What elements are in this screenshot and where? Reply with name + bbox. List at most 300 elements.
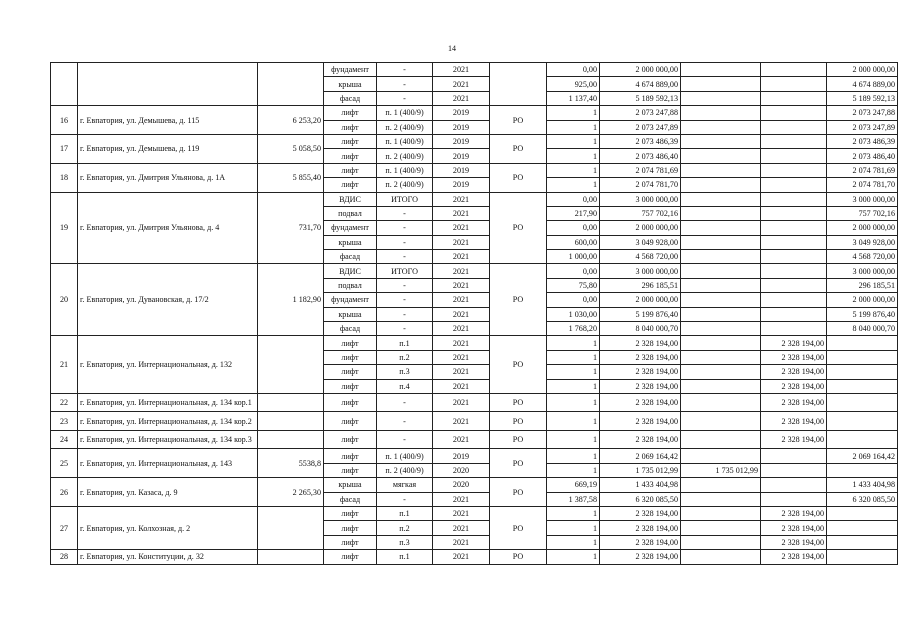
row-number: 21 [51,336,78,394]
cost-2021: 2 328 194,00 [761,412,827,431]
row-number: 22 [51,393,78,412]
volume: 1 [547,120,600,134]
volume: 1 000,00 [547,250,600,264]
table-row [51,550,898,564]
cost-2021 [761,134,827,148]
year: 2021 [433,492,490,506]
address-cell: г. Евпатория, ул. Интернациональная, д. 134 кор.2 [78,412,258,431]
volume: 0,00 [547,63,600,77]
cost-2021 [761,221,827,235]
cost-2020: 1 735 012,99 [681,463,761,477]
row-number: 28 [51,550,78,564]
work-type: лифт [324,393,377,412]
cost-2021 [761,293,827,307]
year: 2021 [433,322,490,336]
area-cell: 2 265,30 [258,478,324,507]
work-detail: п.1 [377,336,433,350]
cost-2021 [761,264,827,278]
work-type: лифт [324,430,377,449]
work-type: лифт [324,535,377,549]
work-detail: - [377,63,433,77]
table-row [51,507,898,521]
volume: 1 [547,178,600,192]
work-detail: п. 1 (400/9) [377,449,433,463]
cost-total [827,550,898,564]
cost-2020 [681,221,761,235]
cost-2021 [761,106,827,120]
table-row [51,63,898,77]
cost: 6 320 085,50 [600,492,681,506]
cost-2021 [761,449,827,463]
cost-total [827,463,898,477]
cost-2021 [761,149,827,163]
year: 2021 [433,192,490,206]
cost: 2 074 781,70 [600,178,681,192]
table-row [51,106,898,120]
cost-2021: 2 328 194,00 [761,507,827,521]
cost-2020 [681,192,761,206]
area-cell: 6 253,20 [258,106,324,135]
work-type: крыша [324,235,377,249]
cost-2021 [761,492,827,506]
cost-total: 2 074 781,69 [827,163,898,177]
year: 2021 [433,350,490,364]
cost-2020 [681,393,761,412]
row-number: 25 [51,449,78,478]
cost-total [827,535,898,549]
volume: 669,19 [547,478,600,492]
cost-total: 757 702,16 [827,206,898,220]
work-type: лифт [324,350,377,364]
row-number [51,63,78,106]
cost-2020 [681,379,761,393]
year: 2021 [433,221,490,235]
work-detail: п.4 [377,379,433,393]
table-row [51,393,898,412]
cost-2021: 2 328 194,00 [761,365,827,379]
cost-total [827,393,898,412]
year: 2021 [433,365,490,379]
cost-2021: 2 328 194,00 [761,521,827,535]
cost-2021 [761,463,827,477]
work-detail: п. 2 (400/9) [377,149,433,163]
cost-total: 2 069 164,42 [827,449,898,463]
cost-2021: 2 328 194,00 [761,379,827,393]
cost: 1 433 404,98 [600,478,681,492]
work-detail: - [377,278,433,292]
work-type: ВДИС [324,192,377,206]
cost-2020 [681,178,761,192]
work-detail: - [377,206,433,220]
cost-total [827,521,898,535]
table-row [51,192,898,206]
address-cell: г. Евпатория, ул. Конституции, д. 32 [78,550,258,564]
year: 2021 [433,63,490,77]
volume: 1 [547,134,600,148]
year: 2021 [433,77,490,91]
cost-2021 [761,235,827,249]
cost-total: 5 199 876,40 [827,307,898,321]
cost-2021 [761,322,827,336]
cost-2020 [681,449,761,463]
work-type: лифт [324,336,377,350]
funding-cell: РО [490,507,547,550]
volume: 1 387,58 [547,492,600,506]
volume: 1 [547,149,600,163]
year: 2021 [433,293,490,307]
table-row [51,449,898,463]
work-detail: п. 2 (400/9) [377,120,433,134]
cost-2021: 2 328 194,00 [761,393,827,412]
year: 2021 [433,379,490,393]
cost: 2 328 194,00 [600,336,681,350]
year: 2021 [433,550,490,564]
funding-cell: РО [490,264,547,336]
year: 2021 [433,521,490,535]
cost-2021: 2 328 194,00 [761,550,827,564]
work-detail: ИТОГО [377,264,433,278]
volume: 1 [547,393,600,412]
cost: 5 199 876,40 [600,307,681,321]
work-type: лифт [324,449,377,463]
funding-cell: РО [490,478,547,507]
funding-cell: РО [490,449,547,478]
volume: 75,80 [547,278,600,292]
work-type: лифт [324,106,377,120]
row-number: 27 [51,507,78,550]
cost-total: 2 073 247,88 [827,106,898,120]
cost: 4 568 720,00 [600,250,681,264]
cost-total [827,430,898,449]
area-cell: 5 058,50 [258,134,324,163]
year: 2021 [433,264,490,278]
work-type: крыша [324,478,377,492]
row-number: 20 [51,264,78,336]
cost: 2 328 194,00 [600,412,681,431]
cost-2020 [681,91,761,105]
cost: 2 328 194,00 [600,365,681,379]
year: 2019 [433,163,490,177]
cost-2020 [681,120,761,134]
funding-cell: РО [490,430,547,449]
cost-total: 2 073 486,40 [827,149,898,163]
year: 2019 [433,106,490,120]
area-cell [258,430,324,449]
work-type: фасад [324,91,377,105]
work-type: фасад [324,492,377,506]
cost-2021 [761,163,827,177]
work-detail: - [377,250,433,264]
cost-2020 [681,235,761,249]
year: 2020 [433,478,490,492]
work-type: подвал [324,206,377,220]
volume: 925,00 [547,77,600,91]
cost-2020 [681,278,761,292]
cost: 2 000 000,00 [600,221,681,235]
area-cell [258,412,324,431]
cost-2020 [681,206,761,220]
volume: 1 [547,463,600,477]
cost-2020 [681,307,761,321]
work-type: фундамент [324,293,377,307]
row-number: 19 [51,192,78,264]
cost: 757 702,16 [600,206,681,220]
cost-2020 [681,350,761,364]
cost-2020 [681,163,761,177]
work-type: подвал [324,278,377,292]
cost: 5 189 592,13 [600,91,681,105]
cost-2020 [681,365,761,379]
address-cell: г. Евпатория, ул. Интернациональная, д. 132 [78,336,258,394]
work-detail: ИТОГО [377,192,433,206]
address-cell [78,63,258,106]
volume: 1 [547,163,600,177]
volume: 1 030,00 [547,307,600,321]
volume: 600,00 [547,235,600,249]
cost-2020 [681,336,761,350]
area-cell: 5 855,40 [258,163,324,192]
year: 2021 [433,535,490,549]
work-detail: п.2 [377,521,433,535]
address-cell: г. Евпатория, ул. Дмитрия Ульянова, д. 1А [78,163,258,192]
cost-2020 [681,492,761,506]
row-number: 18 [51,163,78,192]
year: 2021 [433,430,490,449]
funding-cell: РО [490,106,547,135]
volume: 0,00 [547,192,600,206]
cost-2021 [761,307,827,321]
cost: 296 185,51 [600,278,681,292]
row-number: 26 [51,478,78,507]
row-number: 17 [51,134,78,163]
year: 2021 [433,91,490,105]
cost-total: 1 433 404,98 [827,478,898,492]
work-detail: - [377,393,433,412]
volume: 1 [547,550,600,564]
area-cell [258,393,324,412]
volume: 0,00 [547,293,600,307]
funding-cell [490,63,547,106]
work-type: лифт [324,149,377,163]
cost-total: 2 074 781,70 [827,178,898,192]
work-detail: - [377,293,433,307]
cost: 3 049 928,00 [600,235,681,249]
cost: 8 040 000,70 [600,322,681,336]
address-cell: г. Евпатория, ул. Демышева, д. 119 [78,134,258,163]
cost-2021: 2 328 194,00 [761,535,827,549]
work-type: фасад [324,250,377,264]
cost-total [827,379,898,393]
cost-total: 296 185,51 [827,278,898,292]
work-detail: п.3 [377,365,433,379]
year: 2021 [433,307,490,321]
cost: 2 328 194,00 [600,521,681,535]
work-detail: п. 1 (400/9) [377,106,433,120]
cost-2021: 2 328 194,00 [761,430,827,449]
capital-repair-table [50,62,898,565]
cost: 2 073 247,88 [600,106,681,120]
volume: 1 [547,412,600,431]
cost-total: 2 000 000,00 [827,293,898,307]
address-cell: г. Евпатория, ул. Казаса, д. 9 [78,478,258,507]
funding-cell: РО [490,412,547,431]
year: 2021 [433,336,490,350]
volume: 1 [547,521,600,535]
work-detail: п.3 [377,535,433,549]
cost-2021: 2 328 194,00 [761,336,827,350]
cost: 2 000 000,00 [600,293,681,307]
cost-total: 5 189 592,13 [827,91,898,105]
address-cell: г. Евпатория, ул. Дувановская, д. 17/2 [78,264,258,336]
cost-total: 2 073 247,89 [827,120,898,134]
work-detail: п. 1 (400/9) [377,134,433,148]
volume: 1 768,20 [547,322,600,336]
cost-total: 3 000 000,00 [827,264,898,278]
cost: 2 073 486,39 [600,134,681,148]
cost: 2 328 194,00 [600,393,681,412]
table-row [51,163,898,177]
volume: 217,90 [547,206,600,220]
address-cell: г. Евпатория, ул. Интернациональная, д. 134 кор.3 [78,430,258,449]
year: 2021 [433,393,490,412]
work-type: лифт [324,507,377,521]
table-row [51,478,898,492]
address-cell: г. Евпатория, ул. Интернациональная, д. 134 кор.1 [78,393,258,412]
cost-total: 6 320 085,50 [827,492,898,506]
area-cell: 731,70 [258,192,324,264]
cost: 1 735 012,99 [600,463,681,477]
work-type: лифт [324,550,377,564]
cost: 2 328 194,00 [600,535,681,549]
address-cell: г. Евпатория, ул. Колхозная, д. 2 [78,507,258,550]
work-type: лифт [324,365,377,379]
work-detail: - [377,91,433,105]
cost-2021: 2 328 194,00 [761,350,827,364]
work-detail: п.1 [377,550,433,564]
address-cell: г. Евпатория, ул. Интернациональная, д. 143 [78,449,258,478]
table-row [51,134,898,148]
year: 2019 [433,120,490,134]
cost-2021 [761,77,827,91]
cost-2020 [681,77,761,91]
year: 2019 [433,178,490,192]
work-detail: мягкая [377,478,433,492]
year: 2021 [433,278,490,292]
work-detail: п. 2 (400/9) [377,463,433,477]
cost: 4 674 889,00 [600,77,681,91]
cost-2020 [681,412,761,431]
cost-total [827,507,898,521]
volume: 1 [547,535,600,549]
cost: 2 073 486,40 [600,149,681,163]
cost-2021 [761,478,827,492]
cost-2020 [681,478,761,492]
cost-2020 [681,63,761,77]
cost-2021 [761,120,827,134]
cost-2020 [681,134,761,148]
table-row [51,430,898,449]
area-cell [258,63,324,106]
work-type: крыша [324,77,377,91]
volume: 1 [547,350,600,364]
cost-2020 [681,149,761,163]
funding-cell: РО [490,192,547,264]
cost: 2 073 247,89 [600,120,681,134]
volume: 0,00 [547,264,600,278]
cost: 2 328 194,00 [600,550,681,564]
area-cell: 1 182,90 [258,264,324,336]
work-type: лифт [324,412,377,431]
volume: 1 [547,379,600,393]
volume: 1 [547,449,600,463]
row-number: 16 [51,106,78,135]
area-cell: 5538,8 [258,449,324,478]
cost-total [827,350,898,364]
cost: 2 328 194,00 [600,430,681,449]
work-type: фундамент [324,221,377,235]
cost: 2 328 194,00 [600,507,681,521]
address-cell: г. Евпатория, ул. Дмитрия Ульянова, д. 4 [78,192,258,264]
work-detail: - [377,221,433,235]
cost-2021 [761,63,827,77]
volume: 1 [547,507,600,521]
cost-total: 2 000 000,00 [827,221,898,235]
work-detail: - [377,307,433,321]
cost-2021 [761,206,827,220]
cost: 2 069 164,42 [600,449,681,463]
work-type: лифт [324,163,377,177]
address-cell: г. Евпатория, ул. Демышева, д. 115 [78,106,258,135]
table-row [51,264,898,278]
work-type: крыша [324,307,377,321]
work-type: лифт [324,134,377,148]
funding-cell: РО [490,336,547,394]
work-detail: - [377,77,433,91]
row-number: 24 [51,430,78,449]
cost-2021 [761,192,827,206]
work-type: лифт [324,178,377,192]
year: 2020 [433,463,490,477]
work-detail: - [377,430,433,449]
work-detail: п.1 [377,507,433,521]
cost-total: 4 674 889,00 [827,77,898,91]
year: 2019 [433,134,490,148]
cost-total: 4 568 720,00 [827,250,898,264]
work-type: лифт [324,463,377,477]
cost-total: 8 040 000,70 [827,322,898,336]
cost-2020 [681,521,761,535]
cost-2020 [681,250,761,264]
funding-cell: РО [490,550,547,564]
area-cell [258,507,324,550]
funding-cell: РО [490,163,547,192]
cost-2021 [761,250,827,264]
funding-cell: РО [490,393,547,412]
cost-2020 [681,322,761,336]
cost-2020 [681,430,761,449]
cost-2021 [761,178,827,192]
year: 2021 [433,250,490,264]
work-type: лифт [324,379,377,393]
work-type: фасад [324,322,377,336]
cost-total [827,336,898,350]
year: 2021 [433,412,490,431]
volume: 1 [547,106,600,120]
page-number: 14 [448,44,456,53]
cost-2020 [681,535,761,549]
work-detail: - [377,322,433,336]
area-cell [258,550,324,564]
